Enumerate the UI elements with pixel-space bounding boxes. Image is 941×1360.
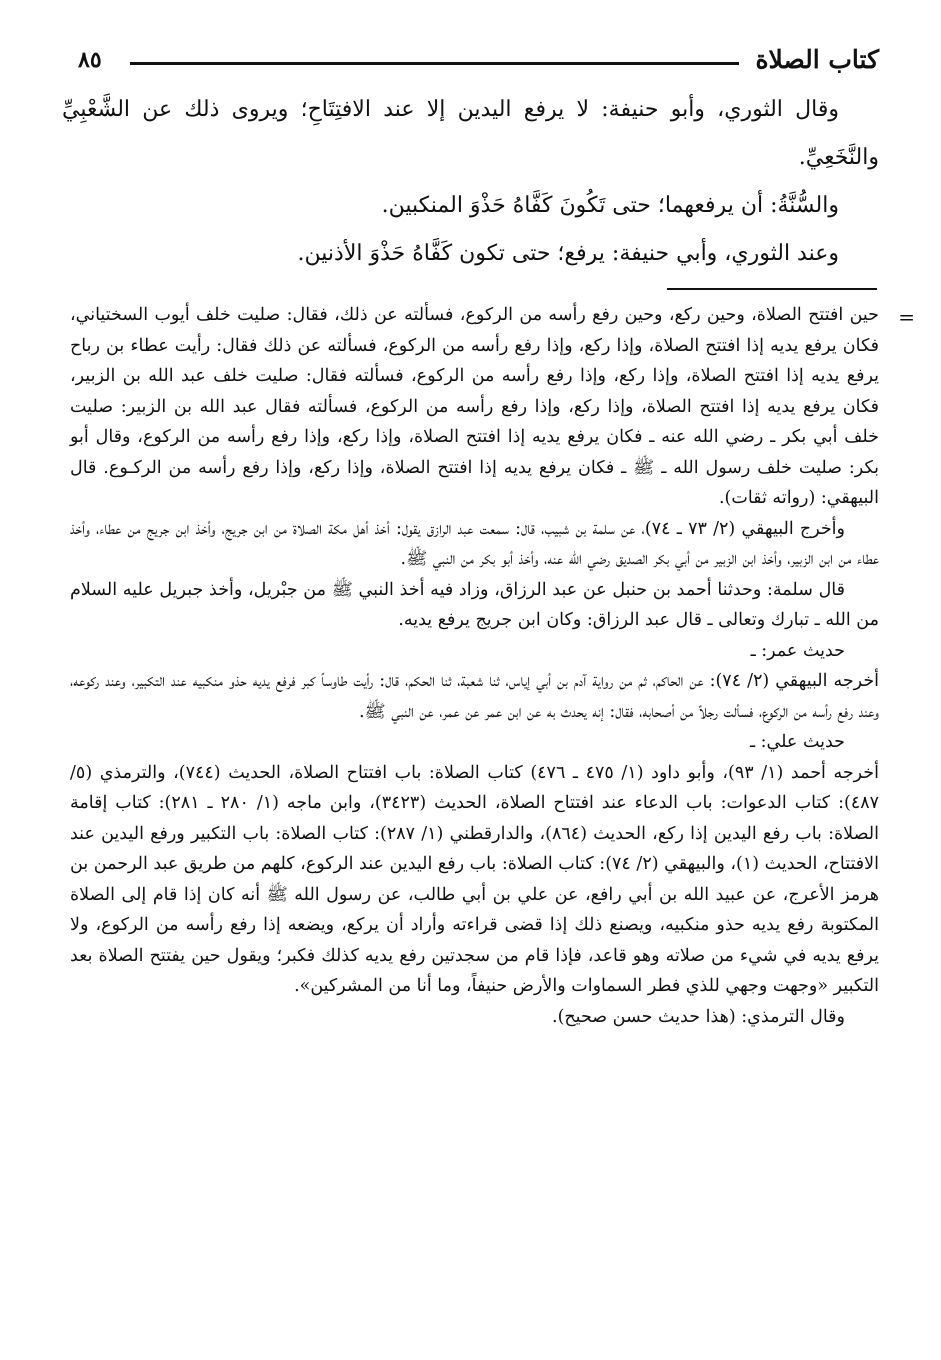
footnote-paragraph: أخرجه البيهقي (٢/ ٧٤): عن الحاكم، ثم من رواية آدم بن أبي إياس، ثنا شعبة، ثنا الحكم، قال: رأيت طاوساً كبر فرفع يديه حذو منكبيه عند التكبير، وعند ركوعه، وعند رفع رأسه من الركوع، فسألت رجلاً من أصحابه، فقال: إنه يحدث به عن ابن عمر عن عمر، عن النبي ﷺ. xyxy=(70,671,879,722)
footnote-heading: حديث علي: ـ xyxy=(749,732,845,752)
main-text xyxy=(62,86,879,278)
main-paragraph: والسُّنَّةُ: أن يرفعهما؛ حتى تَكُونَ كَفَّاهُ حَذْوَ المنكبين. xyxy=(381,193,839,218)
footnote-paragraph: وأخرج البيهقي (٢/ ٧٣ ـ ٧٤)، عن سلمة بن شبيب، قال: سمعت عبد الرازق يقول: أخذ أهل مكة الصلاة من ابن جريج، وأخذ ابن جريج من عطاء، وأخذ عطاء من ابن الزبير، وأخذ ابن الزبير من أبي بكر الصديق رضي الله عنه، وأخذ أبو بكر من النبي ﷺ. xyxy=(70,518,879,569)
footnotes xyxy=(70,300,915,1032)
main-paragraph: وقال الثوري، وأبو حنيفة: لا يرفع اليدين إلا عند الافتِتَاحِ؛ ويروى ذلك عن الشَّعْبِيِّ والنَّخَعِيِّ. xyxy=(62,97,879,170)
main-paragraph: وعند الثوري، وأبي حنيفة: يرفع؛ حتى تكون كَفَّاهُ حَذْوَ الأذنين. xyxy=(297,241,839,266)
footnote-separator xyxy=(667,288,877,290)
footnote-paragraph: حين افتتح الصلاة، وحين ركع، وحين رفع رأسه من الركوع، فسألته عن ذلك، فقال: صليت خلف أيوب السختياني، فكان يرفع يديه إذا افتتح الصلاة، وإذا ركع، وإذا رفع رأسه من الركوع، فسألته عن ذلك فقال: رأيت عطاء بن رباح يرفع يديه إذا افتتح الصلاة، وإذا ركع، وإذا رفع رأسه من الركوع، فسألته فقال: صليت خلف عبد الله بن الزبير، فكان يرفع يديه إذا افتتح الصلاة، وإذا ركع، وإذا رفع رأسه من الركوع، فسألته فقال عبد الله بن الزبير: صليت خلف أبي بكر ـ رضي الله عنه ـ فكان يرفع يديه إذا افتتح الصلاة، وإذا ركع، وإذا رفع رأسه من الركوع، وقال أبو بكر: صليت خلف رسول الله ـ ﷺ ـ فكان يرفع يديه إذا افتتح الصلاة، وإذا ركع، وإذا رفع رأسه من الركـوع. قال البيهقي: (رواته ثقات). xyxy=(70,305,879,508)
page-number: ٨٥ xyxy=(78,47,102,73)
footnote-paragraph: قال سلمة: وحدثنا أحمد بن حنبل عن عبد الرزاق، وزاد فيه أخذ النبي ﷺ من جبْريل، وأخذ جبريل عليه السلام من الله ـ تبارك وتعالى ـ قال عبد الرزاق: وكان ابن جريج يرفع يديه. xyxy=(70,579,879,630)
footnote-heading: حديث عمر: ـ xyxy=(750,640,845,661)
footnote-paragraph: وقال الترمذي: (هذا حديث حسن صحيح). xyxy=(552,1006,845,1027)
header-rule xyxy=(130,62,739,65)
running-title: كتاب الصلاة xyxy=(755,45,879,74)
footnote-paragraph: أخرجه أحمد (١/ ٩٣)، وأبو داود (١/ ٤٧٥ ـ ٤٧٦) كتاب الصلاة: باب افتتاح الصلاة، الحديث (٧٤٤)، والترمذي (٥/ ٤٨٧): كتاب الدعوات: باب الدعاء عند افتتاح الصلاة، الحديث (٣٤٢٣)، وابن ماجه (١/ ٢٨٠ ـ ٢٨١): كتاب إقامة الصلاة: باب رفع اليدين إذا ركع، الحديث (٨٦٤)، والدارقطني (١/ ٢٨٧): كتاب الصلاة: باب التكبير ورفع اليدين عند الافتتاح، الحديث (١)، والبيهقي (٢/ ٧٤): كتاب الصلاة: باب رفع اليدين عند الركوع، كلهم من طريق عبد الرحمن بن هرمز الأعرج، عن عبيد الله بن أبي رافع، عن علي بن أبي طالب، عن رسول الله ﷺ أنه كان إذا قام إلى الصلاة المكتوبة رفع يديه حذو منكبيه، ويصنع ذلك إذا قضى قراءته وأراد أن يركع، ويضعه إذا رفع رأسه من الركوع، ولا يرفع يديه في شيء من صلاته وهو قاعد، فإذا قام من سجدتين رفع يديه كذلك فكبر؛ ويقول حين يفتتح الصلاة بعد التكبير «وجهت وجهي للذي فطر السماوات والأرض حنيفاً، وما أنا من المشركين». xyxy=(70,762,880,996)
page-header xyxy=(78,42,879,78)
continuation-mark: = xyxy=(898,305,915,329)
